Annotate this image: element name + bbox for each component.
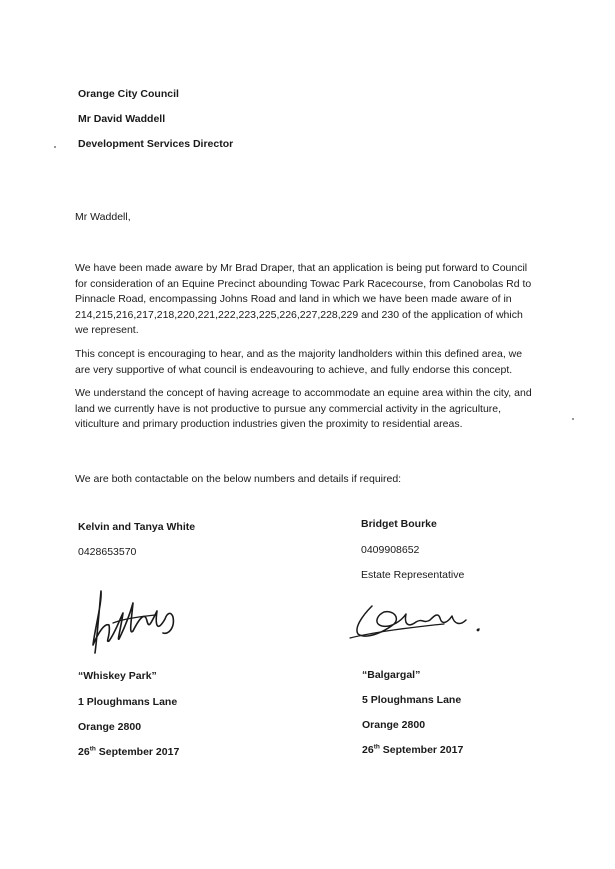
scan-speck <box>572 418 574 420</box>
right-address: 5 Ploughmans Lane <box>362 694 462 706</box>
paragraph-3: We understand the concept of having acreage to accommodate an equine area within the city, and land we currently have is not productive to pursue any commercial activity in the agriculture, viticulture and primary production industries given the proximity to residential areas. <box>75 387 532 431</box>
salutation: Mr Waddell, <box>75 211 131 223</box>
right-date: 26th September 2017 <box>362 743 464 756</box>
paragraph-1: We have been made aware by Mr Brad Draper, that an application is being put forward to Council for consideration of an Equine Precinct abounding Towac Park Racecourse, from Canobolas Rd to Pinnacle Road, encompassing Johns Road and land in which we have been made aware of in 214,215,216,217,218,220,221,222,223,225,226,227,228,229 and 230 of the application of which we represent. <box>75 262 532 337</box>
recipient-title: Development Services Director <box>78 138 234 150</box>
right-signatory-phone: 0409908652 <box>361 544 420 556</box>
signature-bourke <box>344 598 489 646</box>
left-address: 1 Ploughmans Lane <box>78 696 178 708</box>
left-town: Orange 2800 <box>78 721 142 733</box>
paragraph-2: This concept is encouraging to hear, and as the majority landholders within this defined area, we are very supportive of what council is endeavouring to achieve, and fully endorse this concept. <box>75 348 523 376</box>
right-property: “Balgargal” <box>362 669 421 681</box>
recipient-name: Mr David Waddell <box>78 113 166 125</box>
left-date: 26th September 2017 <box>78 745 180 758</box>
paragraph-4: We are both contactable on the below numbers and details if required: <box>75 473 402 485</box>
left-property: “Whiskey Park” <box>78 670 157 682</box>
right-signatory-role: Estate Representative <box>361 569 465 581</box>
right-town: Orange 2800 <box>362 719 426 731</box>
left-signatory-phone: 0428653570 <box>78 546 137 558</box>
scan-speck <box>54 146 56 148</box>
recipient-council: Orange City Council <box>78 88 179 100</box>
right-signatory-names: Bridget Bourke <box>361 518 437 530</box>
signature-white <box>75 583 185 663</box>
left-signatory-names: Kelvin and Tanya White <box>78 521 196 533</box>
